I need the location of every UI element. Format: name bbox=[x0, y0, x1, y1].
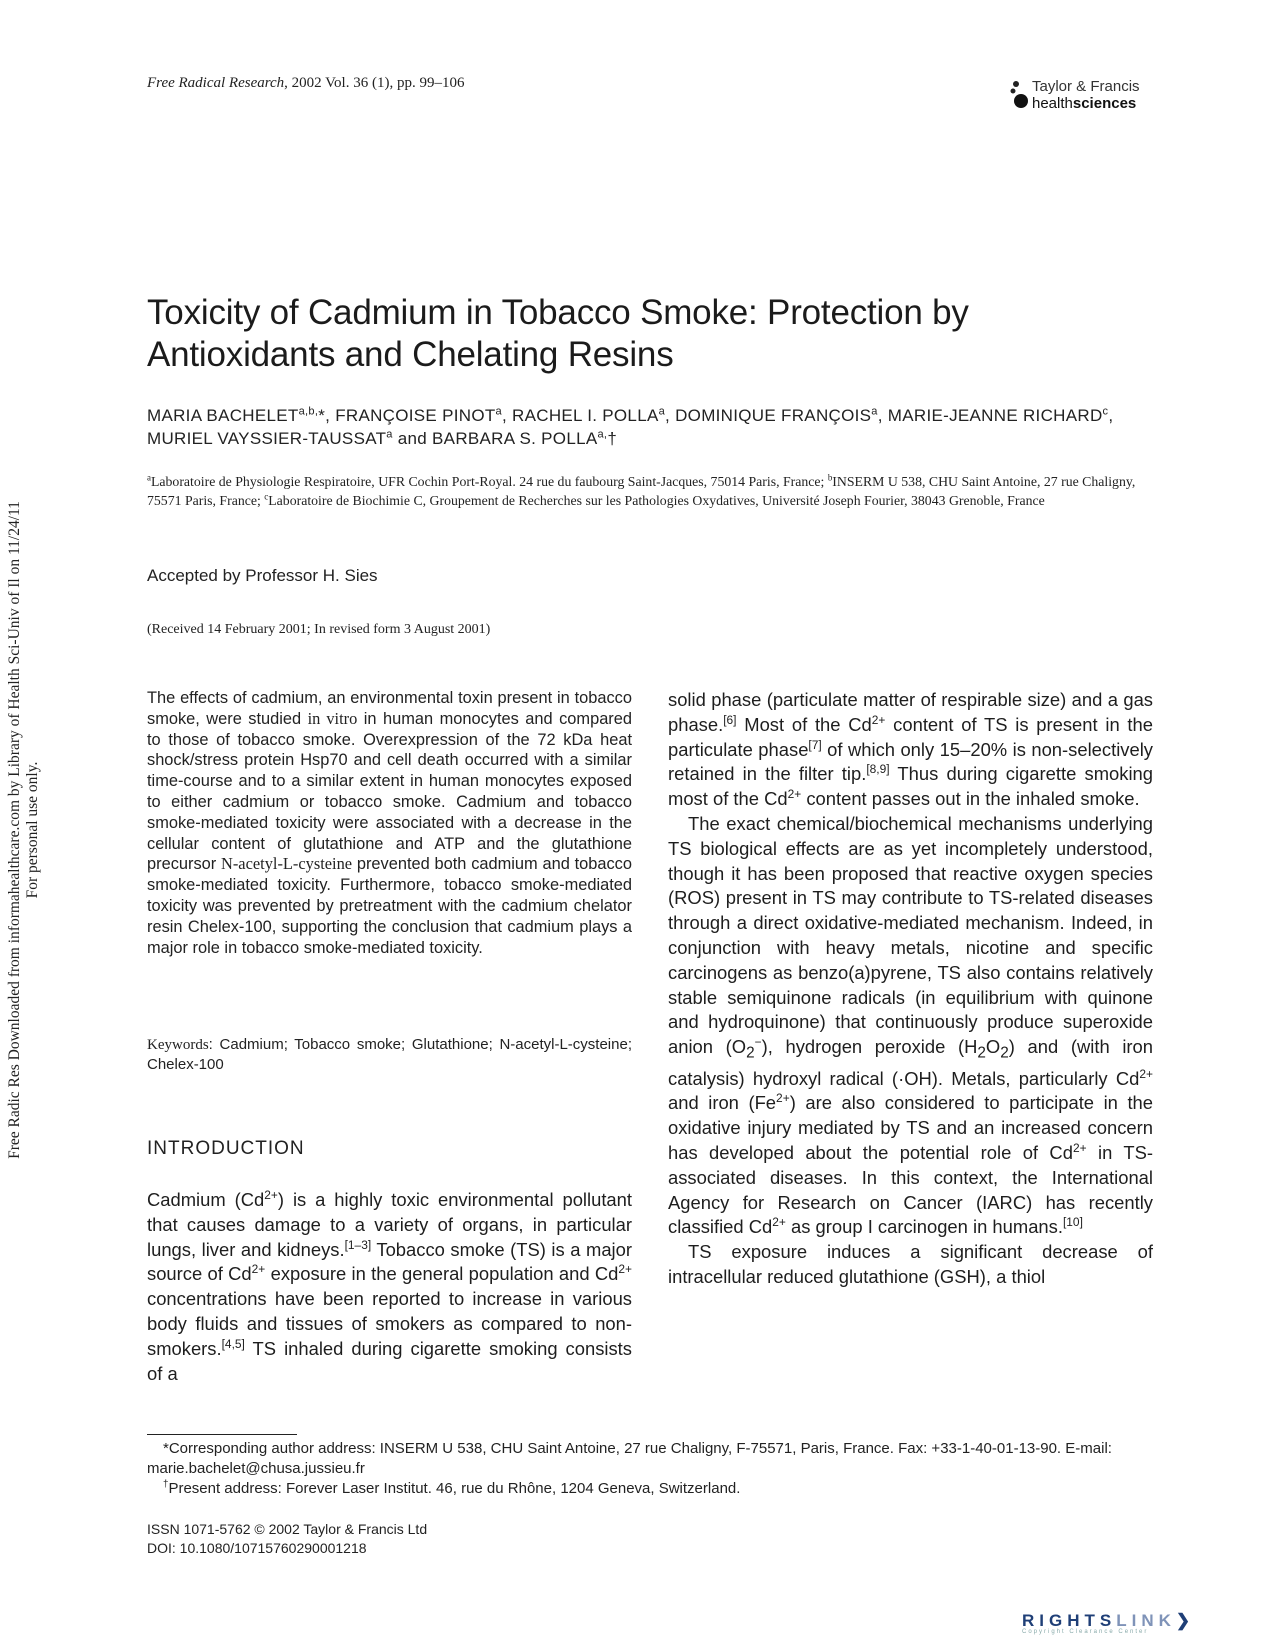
author: RACHEL I. POLLA bbox=[512, 406, 659, 425]
citation-ref: [7] bbox=[808, 737, 822, 752]
paragraph: solid phase (particulate matter of respirable size) and a gas phase.[6] Most of the $Cd^{2+}$ content of TS is present in the particulate phase[7] of which only 15–20% is non-selectively retained in the filter tip.[8,9] Thus during cigarette smoking most of the $Cd^{2+}$ content passes out in the inhaled smoke. bbox=[668, 689, 1153, 810]
accepted-by: Accepted by Professor H. Sies bbox=[147, 566, 378, 585]
body-column-left bbox=[147, 1188, 632, 1386]
author-list: MARIA $BACHELET^{a,b,}*$, FRANÇOISE PINOT$^a$, RACHEL I. POLLA$^a$, DOMINIQUE FRANÇOIS$^a$, MARIE-JEANNE RICHARD$^c$, MURIEL VAYSSIER-TAUSSAT$^a$ and BARBARA S. $POLLA^{a,}\dagger$ bbox=[147, 405, 1114, 448]
author: FRANÇOISE PINOT bbox=[335, 406, 496, 425]
publisher-division: healthsciences bbox=[1032, 95, 1137, 112]
keywords: Keywords: Cadmium; Tobacco smoke; Glutathione; N-acetyl-L-cysteine; Chelex-100 bbox=[147, 1036, 632, 1073]
author: MARIE-JEANNE RICHARD bbox=[887, 406, 1103, 425]
journal-year: , 2002 bbox=[284, 75, 326, 91]
section-heading-introduction: INTRODUCTION bbox=[147, 1138, 305, 1159]
issn: ISSN 1071-5762 © 2002 Taylor & Francis Ltd bbox=[147, 1521, 428, 1537]
body-column-right bbox=[668, 688, 1153, 1290]
journal-name: Free Radical Research bbox=[147, 75, 285, 91]
rightslink-subtitle: Copyright Clearance Center bbox=[1022, 1629, 1149, 1635]
article-title: Toxicity of Cadmium in Tobacco Smoke: Protection by Antioxidants and Chelating Resins bbox=[147, 293, 969, 374]
citation-ref: [8,9] bbox=[866, 762, 890, 777]
paragraph: The exact chemical/biochemical mechanisms underlying TS biological effects are as yet incompletely understood, though it has been proposed that reactive oxygen species (ROS) present in TS may contribute to TS-related diseases through a direct oxidative-mediated mechanism. Indeed, in conjunction with heavy metals, nicotine and specific carcinogens as benzo(a)pyrene, TS also contains relatively stable semiquinone radicals (in equilibrium with quinone and hydroquinone) that continuously produce superoxide anion $(O_2^-)$, hydrogen peroxide $(H_2O_2)$ and (with iron catalysis) hydroxyl radical (·OH). Metals, particularly $Cd^{2+}$ and iron $(Fe^{2+})$ are also considered to participate in the oxidative injury mediated by TS and an increased concern has developed about the potential role of $Cd^{2+}$ in TS-associated diseases. In this context, the International Agency for Research on Cancer (IARC) has recently classified $Cd^{2+}$ as group I carcinogen in humans.[10] bbox=[668, 812, 1154, 1238]
author: BARBARA S. POLLA bbox=[432, 429, 598, 448]
citation-ref: [10] bbox=[1062, 1215, 1083, 1230]
citation-ref: [4,5] bbox=[221, 1336, 245, 1351]
footnote-divider bbox=[147, 1434, 297, 1435]
chevron-right-icon: ❯ bbox=[1175, 1611, 1196, 1630]
paragraph: TS exposure induces a significant decrease of intracellular reduced glutathione (GSH), a thiol bbox=[668, 1241, 1153, 1287]
journal-citation bbox=[147, 75, 464, 92]
abstract: The effects of cadmium, an environmental toxin present in tobacco smoke, were studied in vitro in human monocytes and compared to those of tobacco smoke. Overexpression of the 72 kDa heat shock/stress protein Hsp70 and cell death occurred with a similar time-course and to a similar extent in human monocytes exposed to either cadmium or tobacco smoke. Cadmium and tobacco smoke-mediated toxicity were associated with a decrease in the cellular content of glutathione and ATP and the glutathione precursor N-acetyl-L-cysteine prevented both cadmium and tobacco smoke-mediated toxicity. Furthermore, tobacco smoke-mediated toxicity was prevented by pretreatment with the cadmium chelator resin Chelex-100, supporting the conclusion that cadmium plays a major role in tobacco smoke-mediated toxicity. bbox=[147, 689, 632, 957]
received-dates: (Received 14 February 2001; In revised form 3 August 2001) bbox=[147, 622, 491, 637]
citation-ref: [6] bbox=[723, 712, 737, 727]
keywords-label: Keywords bbox=[147, 1037, 209, 1053]
issn-doi bbox=[147, 1520, 427, 1558]
footnotes bbox=[147, 1439, 1152, 1499]
footnote-corresponding-author: *Corresponding author address: INSERM U 538, CHU Saint Antoine, 27 rue Chaligny, F-75571, Paris, France. Fax: +33-1-40-01-13-90. E-mail: marie.bachelet@chusa.jussieu.fr bbox=[147, 1440, 1112, 1477]
footnote-present-address: †Present address: Forever Laser Institut. 46, rue du Rhône, 1204 Geneva, Switzerland. bbox=[163, 1479, 741, 1497]
citation-ref: [1–3] bbox=[344, 1237, 372, 1252]
author: MURIEL VAYSSIER-TAUSSAT bbox=[147, 429, 387, 448]
rightslink-logo[interactable]: RIGHTSLINK❯ Copyright Clearance Center bbox=[1022, 1611, 1252, 1637]
journal-volume: Vol. 36 (1), pp. 99–106 bbox=[325, 75, 465, 91]
paragraph: Cadmium $(Cd^{2+})$ is a highly toxic environmental pollutant that causes damage to a variety of organs, in particular lungs, liver and kidneys.[1–3] Tobacco smoke (TS) is a major source of $Cd^{2+}$ exposure in the general population and $Cd^{2+}$ concentrations have been reported to increase in various body fluids and tissues of smokers as compared to non-smokers.[4,5] TS inhaled during cigarette smoking consists of a bbox=[147, 1187, 632, 1384]
affiliations: $^a$Laboratoire de Physiologie Respiratoire, UFR Cochin Port-Royal. 24 rue du faubourg Saint-Jacques, 75014 Paris, France; $^b$INSERM U 538, CHU Saint Antoine, 27 rue Chaligny, 75571 Paris, France; $^c$Laboratoire de Biochimie C, Groupement de Recherches sur les Pathologies Oxydatives, Université Joseph Fourier, 38043 Grenoble, France bbox=[147, 472, 1136, 508]
doi: DOI: 10.1080/10715760290001218 bbox=[147, 1540, 367, 1556]
author: DOMINIQUE FRANÇOIS bbox=[675, 406, 872, 425]
publisher-logo-icon bbox=[1010, 80, 1030, 110]
author: MARIA BACHELET bbox=[147, 406, 299, 425]
publisher-logo bbox=[1010, 78, 1170, 118]
publisher-name: Taylor & Francis bbox=[1032, 78, 1140, 95]
download-watermark: Free Radic Res Downloaded from informahealthcare.com by Library of Health Sci-Univ of Il on 11/24/11 For personal use only. bbox=[6, 501, 41, 1159]
